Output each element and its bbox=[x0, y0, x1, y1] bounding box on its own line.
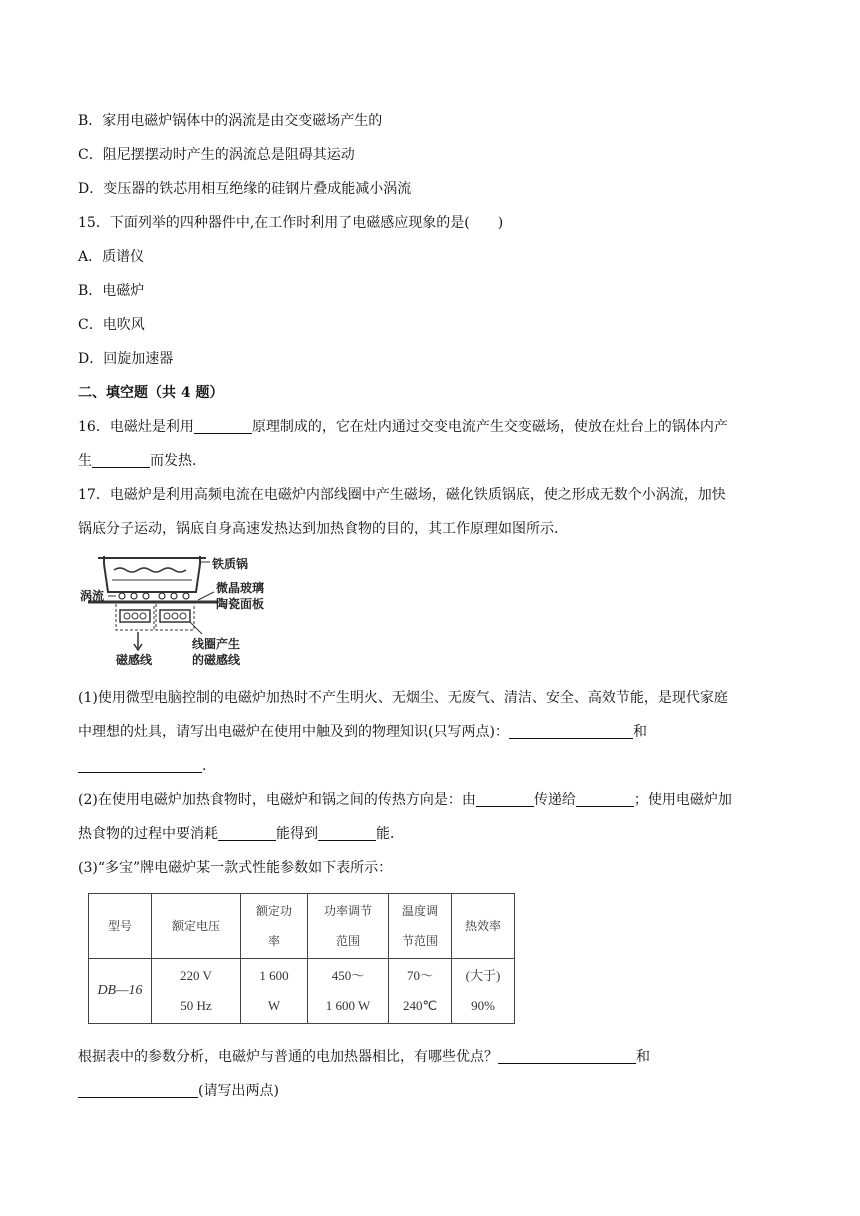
p2-text-a: (2)在使用电磁炉加热食物时，电磁炉和锅之间的传热方向是：由 bbox=[78, 792, 476, 808]
option-b-q15: B．电磁炉 bbox=[78, 283, 145, 299]
hdr-voltage: 额定电压 bbox=[152, 894, 241, 959]
label-glass-2: 陶瓷面板 bbox=[216, 597, 265, 611]
label-field-lines: 磁感线 bbox=[116, 653, 153, 667]
option-a-q15: A．质谱仪 bbox=[78, 249, 145, 265]
label-glass-1: 微晶玻璃 bbox=[216, 581, 265, 595]
final-question-line1 bbox=[78, 1047, 650, 1067]
spec-table bbox=[88, 893, 515, 1024]
val-power-range: 450～ 1 600 W bbox=[308, 959, 389, 1024]
option-d-q14: D．变压器的铁芯用相互绝缘的硅钢片叠成能减小涡流 bbox=[78, 181, 412, 197]
label-coil-2: 的磁感线 bbox=[192, 653, 241, 667]
p1-blank-2[interactable] bbox=[78, 758, 202, 773]
part-1-line3 bbox=[78, 756, 206, 776]
part-1-line1: (1)使用微型电脑控制的电磁炉加热时不产生明火、无烟尘、无废气、清洁、安全、高效节能，是现代家庭 bbox=[78, 690, 728, 706]
induction-cooker-diagram bbox=[78, 552, 284, 670]
p1-text-a: 中理想的灶具，请写出电磁炉在使用中触及到的物理知识(只写两点)： bbox=[78, 724, 509, 740]
q16-text-3: 生 bbox=[78, 453, 92, 469]
hdr-power-range: 功率调节 范围 bbox=[308, 894, 389, 959]
option-b-q14: B．家用电磁炉锅体中的涡流是由交变磁场产生的 bbox=[78, 113, 383, 129]
part-1-line2 bbox=[78, 722, 647, 742]
label-iron-pot: 铁质锅 bbox=[212, 557, 249, 571]
option-c-q15: C．电吹风 bbox=[78, 317, 145, 333]
p1-text-b: 和 bbox=[632, 724, 647, 740]
hdr-temp-range: 温度调 节范围 bbox=[389, 894, 452, 959]
part-3-intro: (3)“多宝”牌电磁炉某一款式性能参数如下表所示： bbox=[78, 860, 393, 876]
p2-blank-3[interactable] bbox=[218, 826, 276, 841]
section-heading: 二、填空题（共 4 题） bbox=[78, 385, 224, 401]
p1-blank-1[interactable] bbox=[509, 724, 633, 739]
question-17-line2: 锅底分子运动，锅底自身高速发热达到加热食物的目的，其工作原理如图所示． bbox=[78, 521, 568, 537]
question-16-line2 bbox=[78, 451, 206, 471]
p1-text-c: . bbox=[202, 758, 207, 774]
final-text-a: 根据表中的参数分析，电磁炉与普通的电加热器相比，有哪些优点？ bbox=[78, 1049, 498, 1065]
p2-text-f: 能． bbox=[376, 826, 404, 842]
option-d-q15: D．回旋加速器 bbox=[78, 351, 174, 367]
part-2-line1 bbox=[78, 790, 732, 810]
final-text-c: (请写出两点) bbox=[198, 1083, 279, 1099]
spec-header-row bbox=[89, 894, 515, 959]
question-17-line1: 17．电磁炉是利用高频电流在电磁炉内部线圈中产生磁场，磁化铁质锅底，使之形成无数个小涡流，加快 bbox=[78, 487, 726, 503]
q16-blank-2[interactable] bbox=[92, 453, 150, 468]
val-model: DB—16 bbox=[89, 959, 152, 1024]
q16-text-1: 16．电磁灶是利用 bbox=[78, 419, 194, 435]
p2-blank-2[interactable] bbox=[576, 792, 634, 807]
hdr-efficiency: 热效率 bbox=[452, 894, 515, 959]
final-text-b: 和 bbox=[636, 1049, 650, 1065]
label-eddy: 涡流 bbox=[80, 589, 105, 603]
final-question-line2 bbox=[78, 1081, 279, 1101]
val-efficiency: (大于) 90% bbox=[452, 959, 515, 1024]
q16-text-2: 原理制成的，它在灶内通过交变电流产生交变磁场，使放在灶台上的锅体内产 bbox=[251, 419, 728, 435]
hdr-model: 型号 bbox=[89, 894, 152, 959]
final-blank-2[interactable] bbox=[78, 1083, 198, 1098]
q16-text-4: 而发热． bbox=[150, 453, 206, 469]
p2-text-b: 传递给 bbox=[533, 792, 576, 808]
val-power: 1 600 W bbox=[241, 959, 308, 1024]
p2-blank-1[interactable] bbox=[476, 792, 534, 807]
final-blank-1[interactable] bbox=[498, 1049, 636, 1064]
val-temp-range: 70～ 240℃ bbox=[389, 959, 452, 1024]
option-c-q14: C．阻尼摆摆动时产生的涡流总是阻碍其运动 bbox=[78, 147, 355, 163]
question-16-line1 bbox=[78, 417, 728, 437]
spec-value-row bbox=[89, 959, 515, 1024]
label-coil-1: 线圈产生 bbox=[192, 637, 241, 651]
p2-text-e: 能得到 bbox=[276, 826, 318, 842]
p2-text-d: 热食物的过程中要消耗 bbox=[78, 826, 218, 842]
p2-blank-4[interactable] bbox=[318, 826, 376, 841]
hdr-power: 额定功 率 bbox=[241, 894, 308, 959]
question-15: 15．下面列举的四种器件中,在工作时利用了电磁感应现象的是( ) bbox=[78, 215, 504, 231]
val-voltage: 220 V 50 Hz bbox=[152, 959, 241, 1024]
p2-text-c: ；使用电磁炉加 bbox=[633, 792, 732, 808]
part-2-line2 bbox=[78, 824, 404, 844]
q16-blank-1[interactable] bbox=[194, 419, 252, 434]
